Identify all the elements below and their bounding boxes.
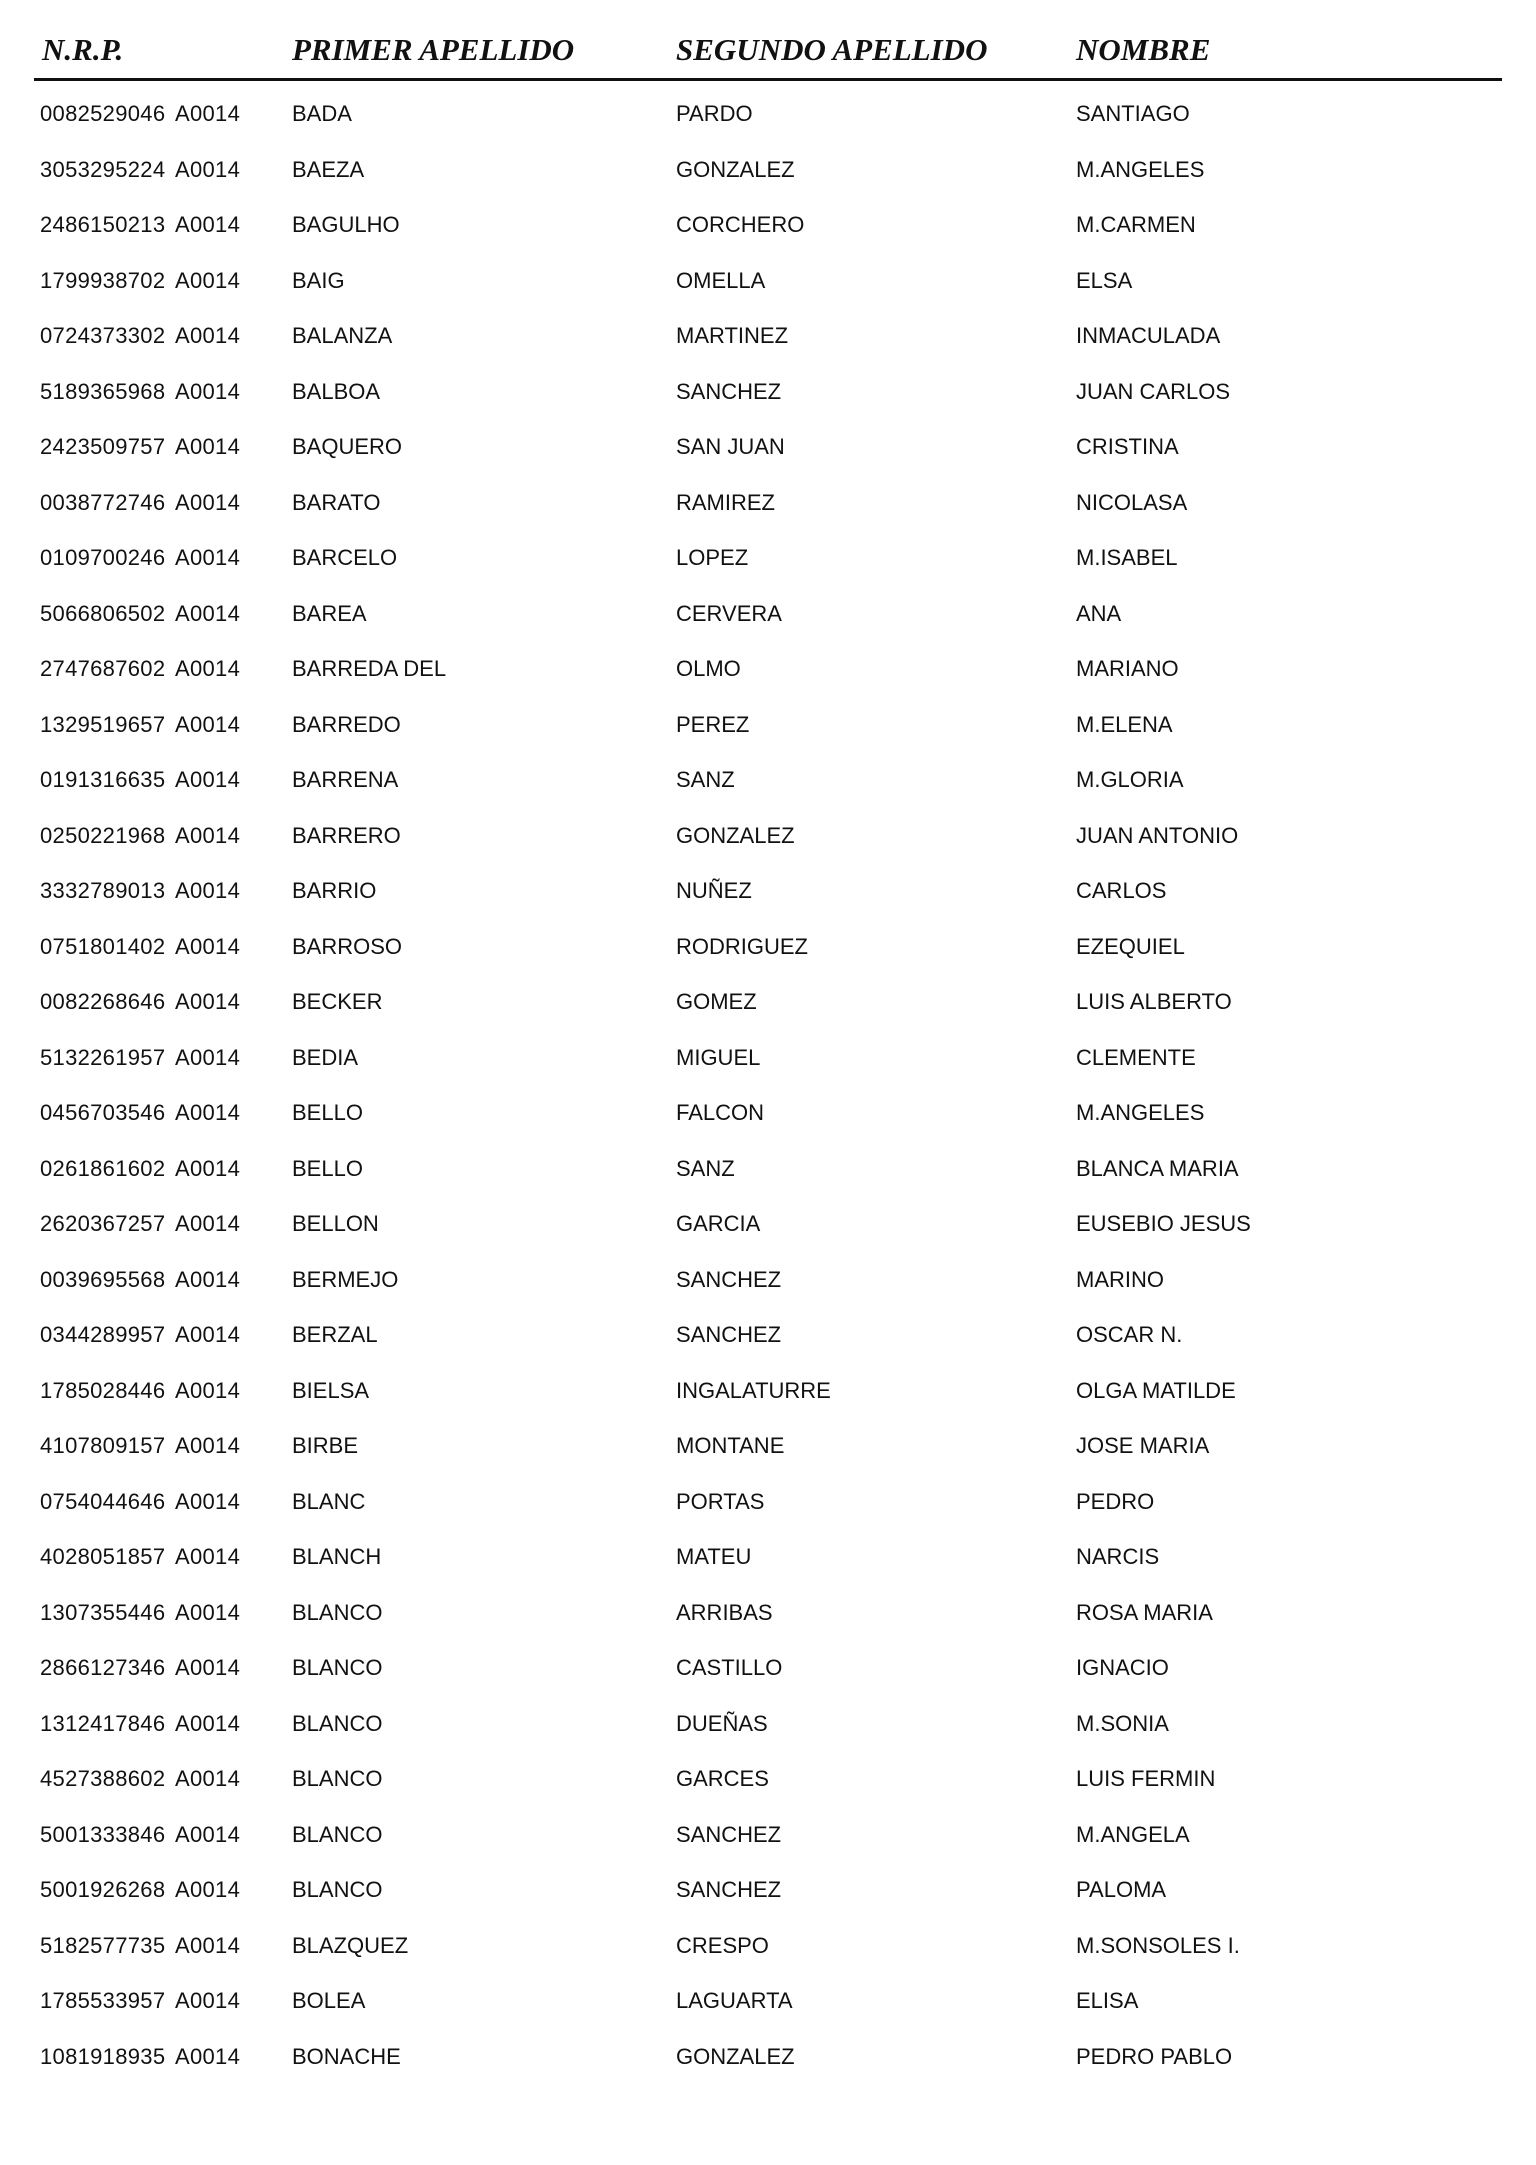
segundo-apellido-cell: CASTILLO: [676, 1655, 783, 1680]
code-cell: A0014: [175, 1599, 241, 1625]
nrp-cell: 0261861602: [40, 1155, 166, 1181]
nombre-cell: NARCIS: [1076, 1544, 1160, 1569]
table-row: [0, 1751, 1536, 1807]
nombre-cell: ROSA MARIA: [1076, 1599, 1213, 1625]
primer-apellido-cell: BELLO: [292, 1155, 363, 1181]
nombre-cell: MARINO: [1076, 1266, 1164, 1292]
table-row: [0, 1474, 1536, 1530]
primer-apellido-cell: BAGULHO: [292, 212, 400, 237]
nombre-cell: M.SONSOLES I.: [1076, 1932, 1240, 1958]
nrp-cell: 1785533957: [40, 1988, 166, 2013]
nrp-cell: 1785028446: [40, 1377, 166, 1403]
segundo-apellido-cell: CORCHERO: [676, 212, 805, 237]
primer-apellido-cell: BARREDA DEL: [292, 656, 447, 681]
segundo-apellido-cell: MONTANE: [676, 1433, 785, 1458]
segundo-apellido-cell: SAN JUAN: [676, 434, 785, 459]
segundo-apellido-cell: GARCES: [676, 1766, 769, 1791]
primer-apellido-cell: BARROSO: [292, 933, 403, 959]
nrp-cell: 0456703546: [40, 1100, 166, 1125]
nombre-cell: IGNACIO: [1076, 1655, 1169, 1680]
table-row: [0, 1085, 1536, 1141]
table-row: [0, 586, 1536, 642]
table-header: [0, 24, 1536, 74]
table-row: [0, 1862, 1536, 1918]
nrp-cell: 2423509757: [40, 434, 166, 459]
nrp-cell: 1329519657: [40, 711, 166, 737]
nrp-cell: 0082529046: [40, 101, 166, 126]
table-row: [0, 808, 1536, 864]
table-row: [0, 919, 1536, 975]
segundo-apellido-cell: SANCHEZ: [676, 1821, 782, 1847]
nrp-cell: 1312417846: [40, 1710, 166, 1736]
nrp-cell: 2620367257: [40, 1211, 166, 1236]
table-row: [0, 752, 1536, 808]
code-cell: A0014: [175, 323, 241, 348]
segundo-apellido-cell: LAGUARTA: [676, 1988, 793, 2013]
nrp-cell: 2866127346: [40, 1655, 166, 1680]
primer-apellido-cell: BAEZA: [292, 156, 365, 182]
table-row: [0, 1918, 1536, 1974]
segundo-apellido-cell: PARDO: [676, 101, 753, 126]
table-row: [0, 641, 1536, 697]
nrp-cell: 3332789013: [40, 878, 166, 903]
nrp-cell: 0754044646: [40, 1488, 166, 1514]
nombre-cell: JUAN ANTONIO: [1076, 822, 1239, 848]
table-row: [0, 1529, 1536, 1585]
primer-apellido-cell: BARRENA: [292, 767, 399, 792]
nrp-cell: 5182577735: [40, 1932, 166, 1958]
table-row: [0, 697, 1536, 753]
nrp-cell: 1307355446: [40, 1599, 166, 1625]
nombre-cell: ELSA: [1076, 267, 1133, 293]
nombre-cell: EUSEBIO JESUS: [1076, 1211, 1251, 1236]
nombre-cell: MARIANO: [1076, 656, 1179, 681]
table-row: [0, 1196, 1536, 1252]
nrp-cell: 5132261957: [40, 1044, 166, 1070]
code-cell: A0014: [175, 212, 241, 237]
nrp-cell: 0724373302: [40, 323, 166, 348]
segundo-apellido-cell: GARCIA: [676, 1211, 761, 1236]
code-cell: A0014: [175, 600, 241, 626]
nombre-cell: CLEMENTE: [1076, 1044, 1196, 1070]
segundo-apellido-cell: SANCHEZ: [676, 1322, 782, 1347]
primer-apellido-cell: BALANZA: [292, 323, 393, 348]
table-row: [0, 1363, 1536, 1419]
code-cell: A0014: [175, 767, 241, 792]
primer-apellido-cell: BLANC: [292, 1488, 366, 1514]
nombre-cell: ANA: [1076, 600, 1122, 626]
code-cell: A0014: [175, 434, 241, 459]
segundo-apellido-cell: INGALATURRE: [676, 1377, 831, 1403]
primer-apellido-cell: BERZAL: [292, 1322, 378, 1347]
nombre-cell: M.SONIA: [1076, 1710, 1169, 1736]
code-cell: A0014: [175, 1821, 241, 1847]
nombre-cell: OLGA MATILDE: [1076, 1377, 1236, 1403]
primer-apellido-cell: BARRIO: [292, 878, 377, 903]
nrp-cell: 1081918935: [40, 2043, 166, 2069]
segundo-apellido-cell: SANZ: [676, 767, 735, 792]
code-cell: A0014: [175, 1044, 241, 1070]
table-row: [0, 1640, 1536, 1696]
nombre-cell: M.ISABEL: [1076, 545, 1178, 570]
header-primer-apellido: PRIMER APELLIDO: [292, 32, 575, 67]
nombre-cell: CARLOS: [1076, 878, 1167, 903]
segundo-apellido-cell: FALCON: [676, 1100, 765, 1125]
nrp-cell: 0082268646: [40, 989, 166, 1014]
code-cell: A0014: [175, 1655, 241, 1680]
primer-apellido-cell: BARRERO: [292, 822, 401, 848]
segundo-apellido-cell: CERVERA: [676, 600, 782, 626]
nombre-cell: BLANCA MARIA: [1076, 1155, 1239, 1181]
segundo-apellido-cell: MARTINEZ: [676, 323, 789, 348]
code-cell: A0014: [175, 1766, 241, 1791]
nrp-cell: 5066806502: [40, 600, 166, 626]
segundo-apellido-cell: MIGUEL: [676, 1044, 761, 1070]
nrp-cell: 2486150213: [40, 212, 166, 237]
table-row: [0, 1696, 1536, 1752]
primer-apellido-cell: BLANCO: [292, 1599, 383, 1625]
table-row: [0, 974, 1536, 1030]
nombre-cell: EZEQUIEL: [1076, 933, 1185, 959]
primer-apellido-cell: BARREDO: [292, 711, 401, 737]
table-row: [0, 197, 1536, 253]
primer-apellido-cell: BOLEA: [292, 1988, 366, 2013]
segundo-apellido-cell: SANCHEZ: [676, 1877, 782, 1902]
table-row: [0, 1585, 1536, 1641]
primer-apellido-cell: BADA: [292, 101, 352, 126]
primer-apellido-cell: BELLO: [292, 1100, 363, 1125]
nombre-cell: LUIS FERMIN: [1076, 1766, 1216, 1791]
header-nombre: NOMBRE: [1076, 32, 1211, 67]
code-cell: A0014: [175, 1710, 241, 1736]
nombre-cell: JOSE MARIA: [1076, 1433, 1210, 1458]
table-row: [0, 863, 1536, 919]
code-cell: A0014: [175, 822, 241, 848]
code-cell: A0014: [175, 101, 241, 126]
primer-apellido-cell: BONACHE: [292, 2043, 401, 2069]
table-row: [0, 1973, 1536, 2029]
code-cell: A0014: [175, 1266, 241, 1292]
code-cell: A0014: [175, 1544, 241, 1569]
nombre-cell: SANTIAGO: [1076, 101, 1190, 126]
primer-apellido-cell: BLANCH: [292, 1544, 382, 1569]
primer-apellido-cell: BECKER: [292, 989, 383, 1014]
nombre-cell: OSCAR N.: [1076, 1322, 1183, 1347]
code-cell: A0014: [175, 2043, 241, 2069]
segundo-apellido-cell: GONZALEZ: [676, 156, 795, 182]
nombre-cell: M.CARMEN: [1076, 212, 1196, 237]
nombre-cell: M.ELENA: [1076, 711, 1173, 737]
nombre-cell: PEDRO: [1076, 1488, 1155, 1514]
primer-apellido-cell: BARATO: [292, 489, 381, 515]
nrp-cell: 0250221968: [40, 822, 166, 848]
nrp-cell: 4527388602: [40, 1766, 166, 1791]
nrp-cell: 0344289957: [40, 1322, 166, 1347]
nombre-cell: PEDRO PABLO: [1076, 2043, 1233, 2069]
primer-apellido-cell: BELLON: [292, 1211, 379, 1236]
nombre-cell: NICOLASA: [1076, 489, 1188, 515]
code-cell: A0014: [175, 1932, 241, 1958]
nombre-cell: M.ANGELES: [1076, 156, 1205, 182]
header-segundo-apellido: SEGUNDO APELLIDO: [676, 32, 988, 67]
primer-apellido-cell: BLANCO: [292, 1821, 383, 1847]
segundo-apellido-cell: CRESPO: [676, 1932, 769, 1958]
nrp-cell: 5001926268: [40, 1877, 166, 1902]
table-row: [0, 364, 1536, 420]
table-row: [0, 419, 1536, 475]
table-row: [0, 1307, 1536, 1363]
code-cell: A0014: [175, 711, 241, 737]
primer-apellido-cell: BAREA: [292, 600, 367, 626]
header-nrp: N.R.P.: [42, 32, 124, 67]
nrp-cell: 4028051857: [40, 1544, 166, 1569]
code-cell: A0014: [175, 378, 241, 404]
nombre-cell: M.ANGELES: [1076, 1100, 1205, 1125]
nombre-cell: PALOMA: [1076, 1877, 1167, 1902]
segundo-apellido-cell: OMELLA: [676, 267, 766, 293]
nrp-cell: 0191316635: [40, 767, 166, 792]
nrp-cell: 0039695568: [40, 1266, 166, 1292]
primer-apellido-cell: BLANCO: [292, 1710, 383, 1736]
nombre-cell: M.ANGELA: [1076, 1821, 1190, 1847]
table-row: [0, 530, 1536, 586]
table-row: [0, 1252, 1536, 1308]
header-divider: [34, 78, 1502, 81]
segundo-apellido-cell: SANCHEZ: [676, 378, 782, 404]
table-row: [0, 1030, 1536, 1086]
segundo-apellido-cell: GONZALEZ: [676, 822, 795, 848]
code-cell: A0014: [175, 1877, 241, 1902]
nrp-cell: 1799938702: [40, 267, 166, 293]
table-row: [0, 475, 1536, 531]
segundo-apellido-cell: LOPEZ: [676, 545, 749, 570]
table-row: [0, 142, 1536, 198]
nombre-cell: INMACULADA: [1076, 323, 1221, 348]
primer-apellido-cell: BLANCO: [292, 1877, 383, 1902]
nombre-cell: M.GLORIA: [1076, 767, 1184, 792]
code-cell: A0014: [175, 1211, 241, 1236]
segundo-apellido-cell: OLMO: [676, 656, 741, 681]
code-cell: A0014: [175, 267, 241, 293]
nombre-cell: JUAN CARLOS: [1076, 378, 1231, 404]
primer-apellido-cell: BIRBE: [292, 1433, 359, 1458]
table-row: [0, 1141, 1536, 1197]
segundo-apellido-cell: ARRIBAS: [676, 1599, 773, 1625]
segundo-apellido-cell: RODRIGUEZ: [676, 933, 808, 959]
segundo-apellido-cell: RAMIREZ: [676, 489, 775, 515]
code-cell: A0014: [175, 1100, 241, 1125]
primer-apellido-cell: BAIG: [292, 267, 345, 293]
table-row: [0, 308, 1536, 364]
segundo-apellido-cell: DUEÑAS: [676, 1710, 768, 1736]
primer-apellido-cell: BLAZQUEZ: [292, 1932, 409, 1958]
nrp-cell: 0751801402: [40, 933, 166, 959]
code-cell: A0014: [175, 156, 241, 182]
nrp-cell: 3053295224: [40, 156, 166, 182]
code-cell: A0014: [175, 489, 241, 515]
segundo-apellido-cell: PORTAS: [676, 1488, 765, 1514]
code-cell: A0014: [175, 933, 241, 959]
segundo-apellido-cell: SANCHEZ: [676, 1266, 782, 1292]
nrp-cell: 0038772746: [40, 489, 166, 515]
table-row: [0, 253, 1536, 309]
code-cell: A0014: [175, 1155, 241, 1181]
nombre-cell: LUIS ALBERTO: [1076, 989, 1232, 1014]
table-row: [0, 2029, 1536, 2085]
code-cell: A0014: [175, 1488, 241, 1514]
table-row: [0, 1807, 1536, 1863]
table-row: [0, 86, 1536, 142]
nombre-cell: ELISA: [1076, 1988, 1139, 2013]
segundo-apellido-cell: NUÑEZ: [676, 878, 752, 903]
code-cell: A0014: [175, 1322, 241, 1347]
segundo-apellido-cell: PEREZ: [676, 711, 750, 737]
table-row: [0, 1418, 1536, 1474]
code-cell: A0014: [175, 545, 241, 570]
primer-apellido-cell: BALBOA: [292, 378, 381, 404]
primer-apellido-cell: BEDIA: [292, 1044, 359, 1070]
segundo-apellido-cell: SANZ: [676, 1155, 735, 1181]
primer-apellido-cell: BERMEJO: [292, 1266, 399, 1292]
nrp-cell: 5189365968: [40, 378, 166, 404]
table-body: [0, 86, 1536, 2084]
nrp-cell: 5001333846: [40, 1821, 166, 1847]
primer-apellido-cell: BLANCO: [292, 1766, 383, 1791]
code-cell: A0014: [175, 1377, 241, 1403]
nrp-cell: 4107809157: [40, 1433, 166, 1458]
segundo-apellido-cell: GOMEZ: [676, 989, 757, 1014]
segundo-apellido-cell: GONZALEZ: [676, 2043, 795, 2069]
primer-apellido-cell: BLANCO: [292, 1655, 383, 1680]
nrp-cell: 0109700246: [40, 545, 166, 570]
segundo-apellido-cell: MATEU: [676, 1544, 752, 1569]
code-cell: A0014: [175, 1433, 241, 1458]
primer-apellido-cell: BAQUERO: [292, 434, 403, 459]
code-cell: A0014: [175, 878, 241, 903]
code-cell: A0014: [175, 656, 241, 681]
code-cell: A0014: [175, 989, 241, 1014]
primer-apellido-cell: BARCELO: [292, 545, 398, 570]
primer-apellido-cell: BIELSA: [292, 1377, 370, 1403]
nombre-cell: CRISTINA: [1076, 434, 1179, 459]
code-cell: A0014: [175, 1988, 241, 2013]
nrp-cell: 2747687602: [40, 656, 166, 681]
